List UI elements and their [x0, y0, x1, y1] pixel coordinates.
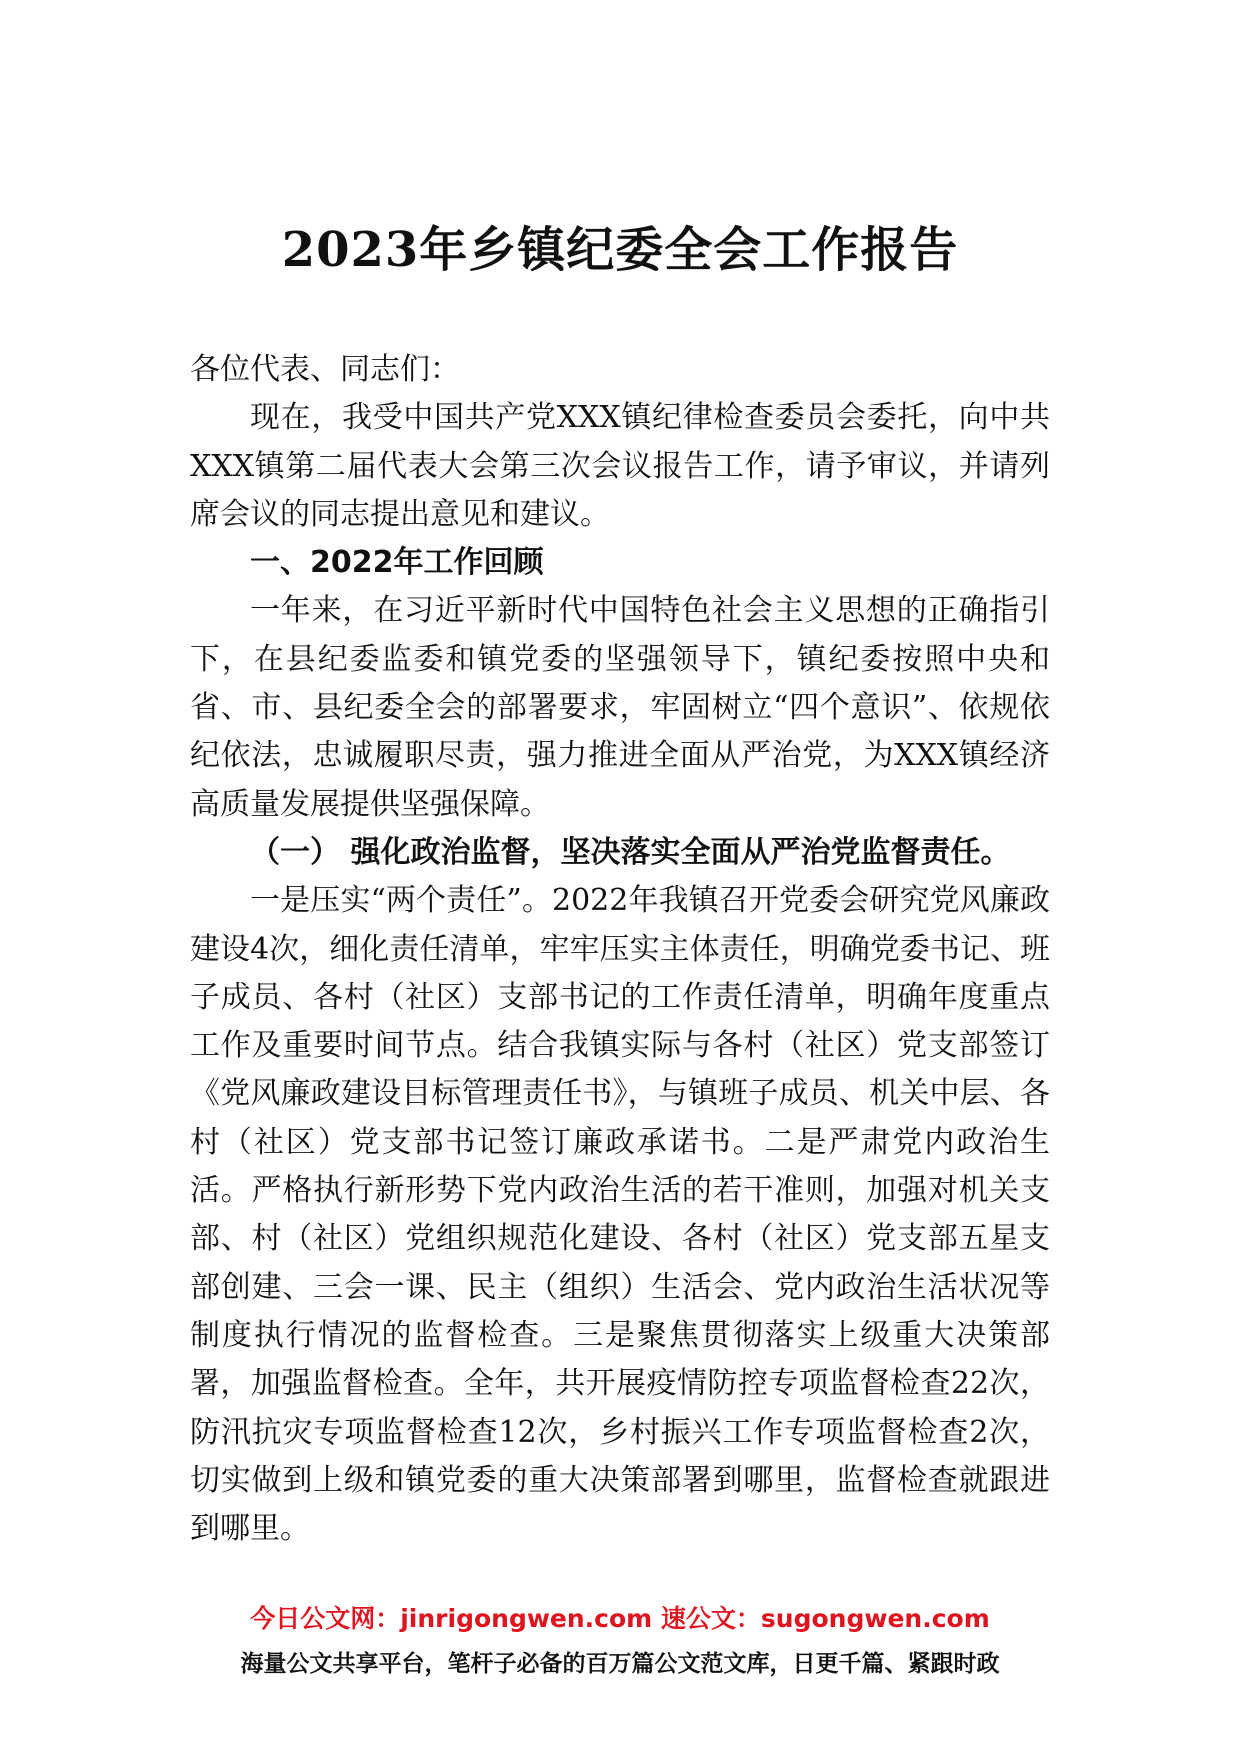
- footer-website-banner: 今日公文网：jinrigongwen.com 速公文：sugongwen.com: [250, 1604, 990, 1633]
- subsection-paragraph: 一是压实“两个责任”。2022年我镇召开党委会研究党风廉政建设4次，细化责任清单，牢牢压实主体责任，明确党委书记、班子成员、各村（社区）支部书记的工作责任清单，明确年度重点工作及重要时间节点。结合我镇实际与各村（社区）党支部签订《党风廉政建设目标管理责任书》，与镇班子成员、机关中层、各村（社区）党支部书记签订廉政承诺书。二是严肃党内政治生活。严格执行新形势下党内政治生活的若干准则，加强对机关支部、村（社区）党组织规范化建设、各村（社区）党支部五星支部创建、三会一课、民主（组织）生活会、党内政治生活状况等制度执行情况的监督检查。三是聚焦贯彻落实上级重大决策部署，加强监督检查。全年，共开展疫情防控专项监督检查22次，防汛抗灾专项监督检查12次，乡村振兴工作专项监督检查2次，切实做到上级和镇党委的重大决策部署到哪里，监督检查就跟进到哪里。: [190, 883, 1050, 1547]
- document-title: 2023年乡镇纪委全会工作报告: [281, 222, 959, 278]
- footer-tagline: 海量公文共享平台，笔杆子必备的百万篇公文范文库，日更千篇、紧跟时政: [240, 1651, 1000, 1677]
- intro-paragraph: 现在，我受中国共产党XXX镇纪律检查委员会委托，向中共XXX镇第二届代表大会第三次会议报告工作，请予审议，并请列席会议的同志提出意见和建议。: [190, 400, 1050, 532]
- salutation: 各位代表、同志们：: [190, 352, 460, 387]
- document-body: [190, 346, 1050, 1553]
- section-paragraph: 一年来，在习近平新时代中国特色社会主义思想的正确指引下，在县纪委监委和镇党委的坚强领导下，镇纪委按照中央和省、市、县纪委全会的部署要求，牢固树立“四个意识”、依规依纪依法，忠诚履职尽责，强力推进全面从严治党，为XXX镇经济高质量发展提供坚强保障。: [190, 593, 1050, 822]
- subsection-heading: （一） 强化政治监督，坚决落实全面从严治党监督责任。: [250, 834, 1011, 870]
- section-heading: 一、2022年工作回顾: [250, 545, 544, 581]
